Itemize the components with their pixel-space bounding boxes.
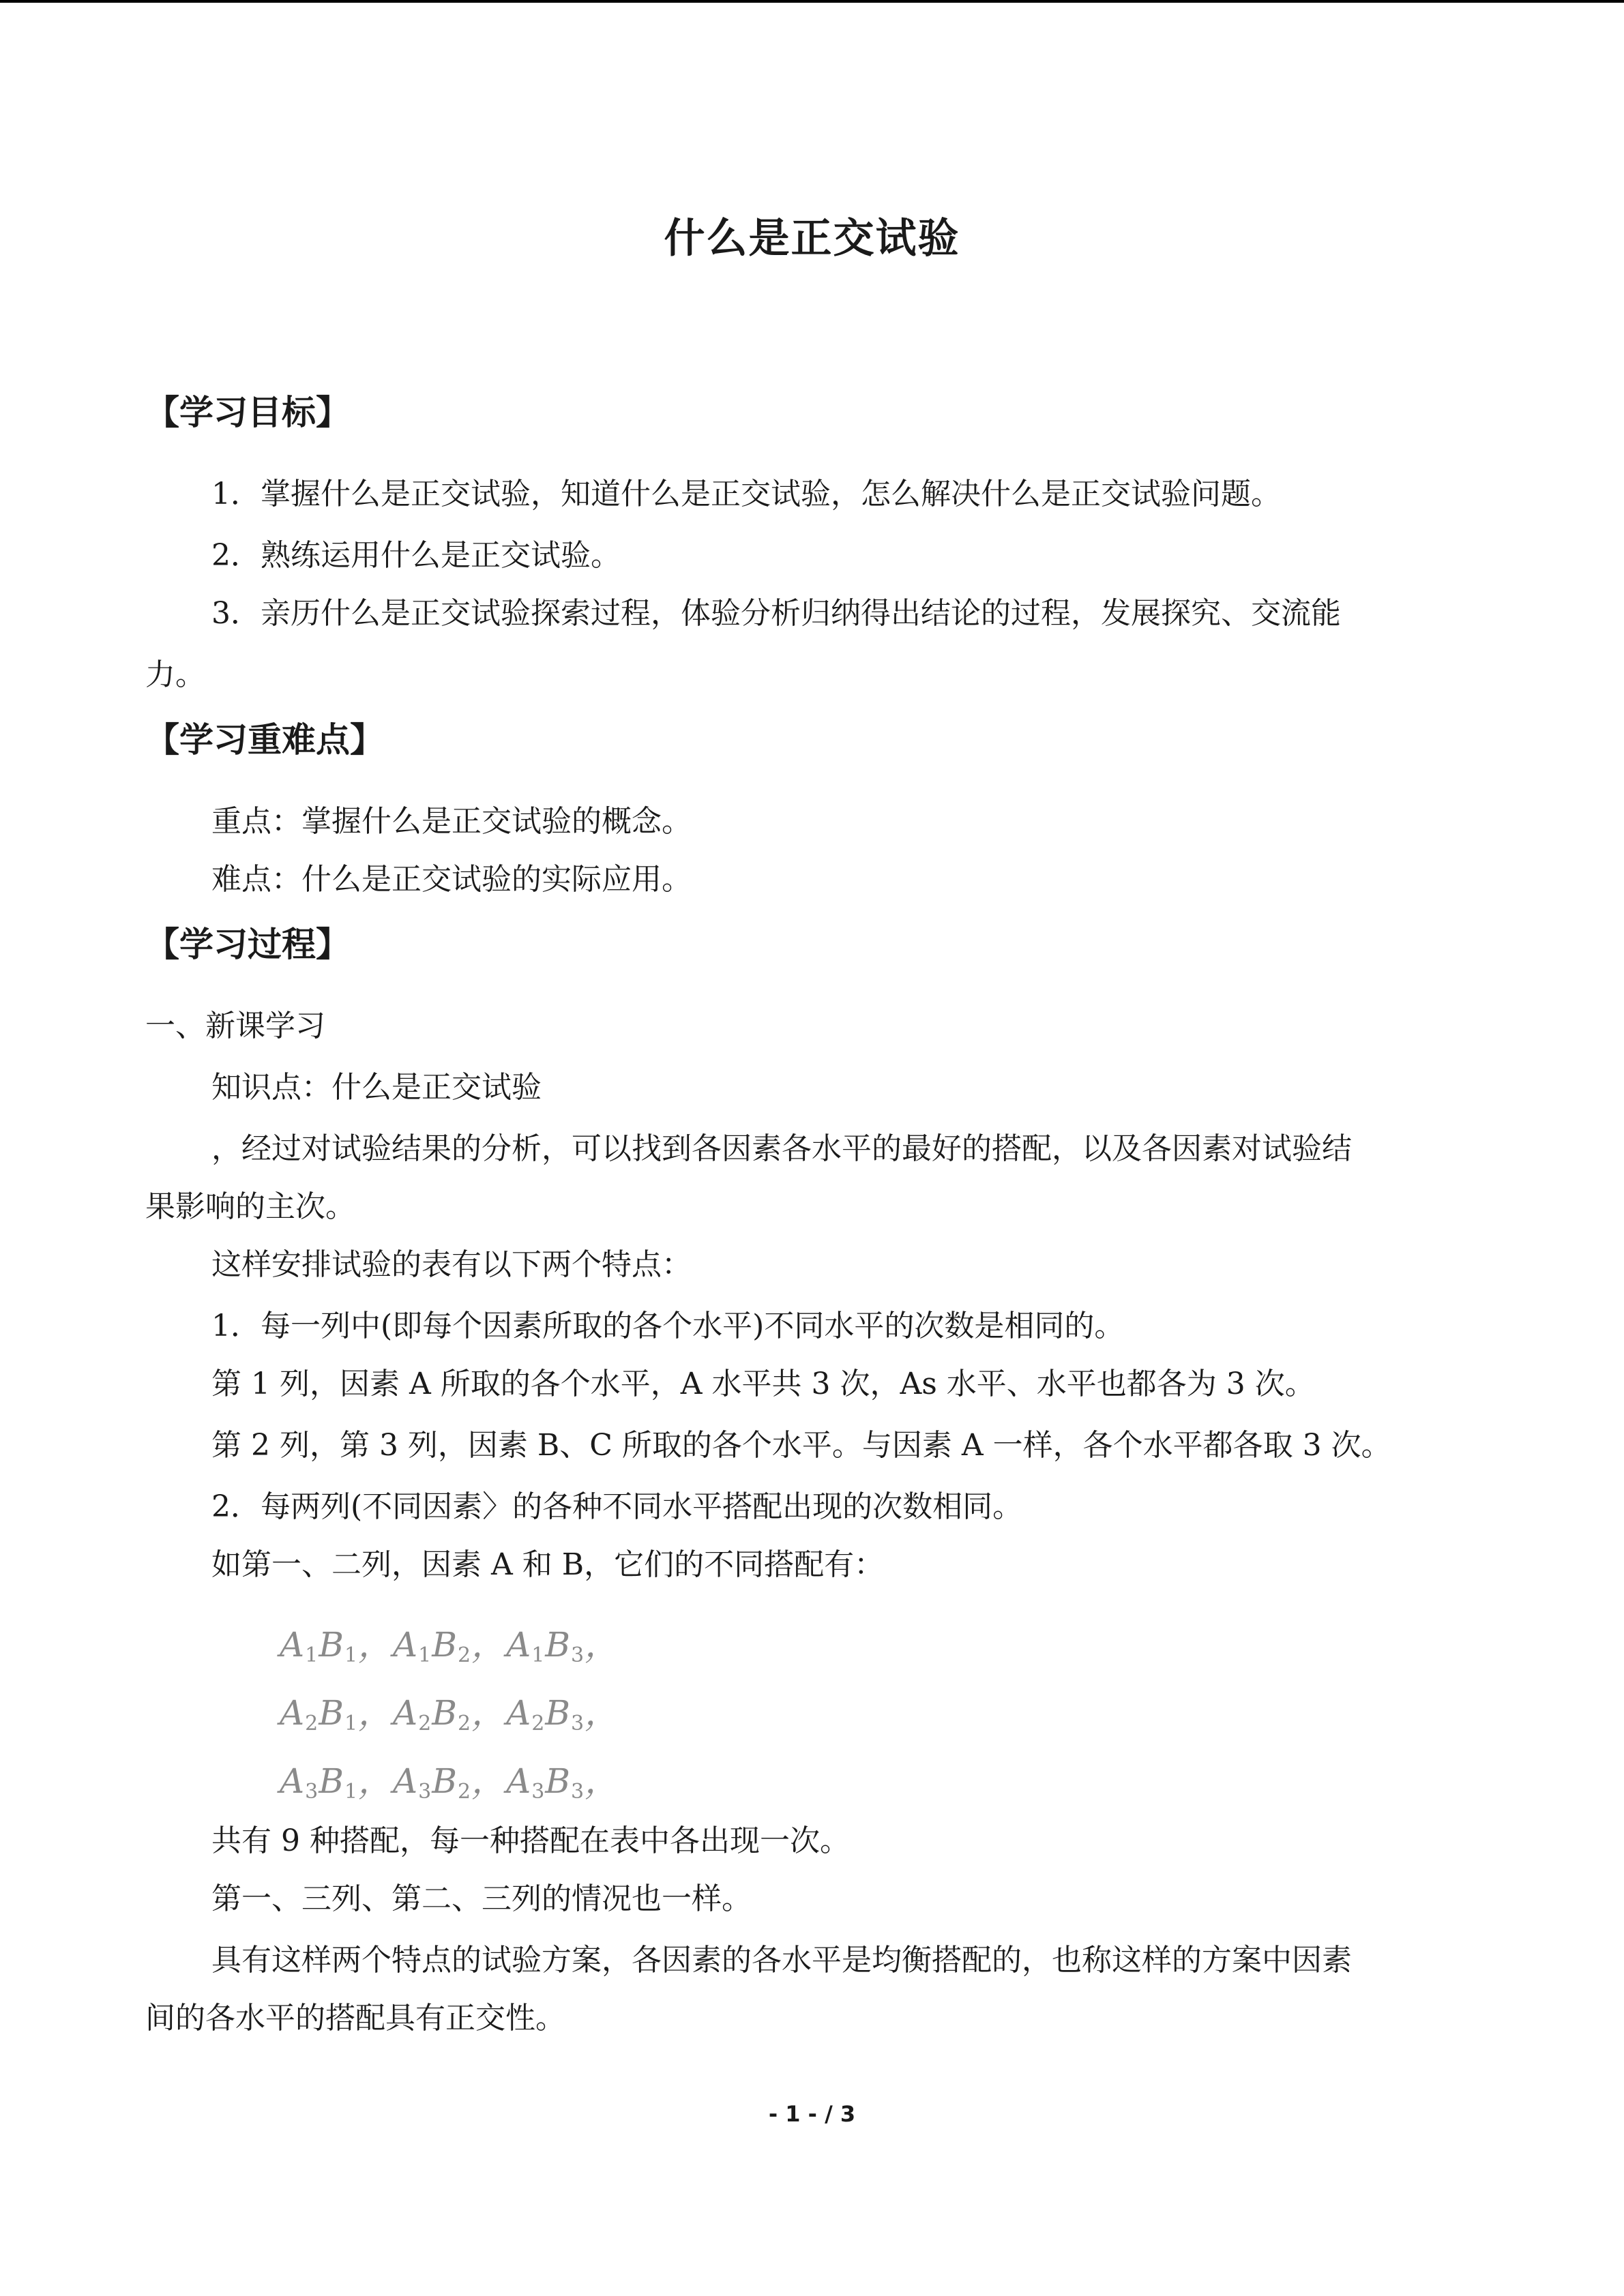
paragraph-line: 具有这样两个特点的试验方案，各因素的各水平是均衡搭配的，也称这样的方案中因素: [211, 1943, 1352, 1978]
combination-formula-block: [280, 1616, 757, 1821]
combination-row: $A_3B_1$，$A_3B_2$，$A_3B_3$，: [280, 1761, 620, 1804]
combination-term: $A_3B_1$: [280, 1761, 359, 1804]
combination-term: $A_1B_3$: [506, 1625, 585, 1667]
combination-term: $A_3B_2$: [393, 1761, 472, 1804]
subsection-title: 一、新课学习: [145, 1009, 325, 1043]
paragraph-line: 果影响的主次。: [145, 1189, 355, 1224]
combination-term: $A_2B_3$: [506, 1693, 585, 1735]
page-number: - 1 - / 3: [768, 2101, 856, 2127]
paragraph-line: 共有 9 种搭配，每一种搭配在表中各出现一次。: [211, 1823, 850, 1858]
paragraph-line: 如第一、二列，因素 A 和 B，它们的不同搭配有：: [211, 1547, 885, 1582]
objective-item-3: 3．亲历什么是正交试验探索过程，体验分析归纳得出结论的过程，发展探究、交流能: [211, 596, 1341, 631]
combination-term: $A_2B_1$: [280, 1693, 359, 1735]
objective-item-3-continued: 力。: [145, 657, 205, 692]
paragraph-line: 第 2 列，第 3 列，因素 B、C 所取的各个水平。与因素 A 一样，各个水平都各取 3 次。: [211, 1428, 1391, 1463]
objective-item-2: 2．熟练运用什么是正交试验。: [211, 538, 621, 573]
paragraph-line: 2．每两列(不同因素〉的各种不同水平搭配出现的次数相同。: [211, 1489, 1023, 1524]
page-title: 什么是正交试验: [664, 215, 960, 263]
process-heading: 【学习过程】: [145, 925, 350, 964]
combination-term: $A_1B_1$: [280, 1625, 359, 1667]
paragraph-line: 1．每一列中(即每个因素所取的各个水平)不同水平的次数是相同的。: [211, 1309, 1125, 1343]
paragraph-line: 第一、三列、第二、三列的情况也一样。: [211, 1881, 752, 1916]
paragraph-line: 这样安排试验的表有以下两个特点：: [211, 1247, 692, 1282]
paragraph-line: 间的各水平的搭配具有正交性。: [145, 2001, 565, 2036]
combination-term: $A_1B_2$: [393, 1625, 472, 1667]
paragraph-line: 第 1 列，因素 A 所取的各个水平，A 水平共 3 次，As 水平、水平也都各为 3 次。: [211, 1367, 1315, 1401]
objectives-heading: 【学习目标】: [145, 393, 350, 432]
key-points-heading: 【学习重难点】: [145, 720, 384, 760]
combination-term: $A_2B_2$: [393, 1693, 472, 1735]
difficulty-point: 难点：什么是正交试验的实际应用。: [211, 862, 692, 897]
knowledge-point: 知识点：什么是正交试验: [211, 1070, 542, 1105]
combination-term: $A_3B_3$: [506, 1761, 585, 1804]
combination-row: $A_2B_1$，$A_2B_2$，$A_2B_3$，: [280, 1693, 620, 1735]
focus-point: 重点：掌握什么是正交试验的概念。: [211, 804, 692, 839]
objective-item-1: 1．掌握什么是正交试验，知道什么是正交试验，怎么解决什么是正交试验问题。: [211, 477, 1281, 511]
paragraph-line: ，经过对试验结果的分析，可以找到各因素各水平的最好的搭配，以及各因素对试验结: [211, 1131, 1352, 1166]
combination-row: $A_1B_1$，$A_1B_2$，$A_1B_3$，: [280, 1625, 620, 1667]
